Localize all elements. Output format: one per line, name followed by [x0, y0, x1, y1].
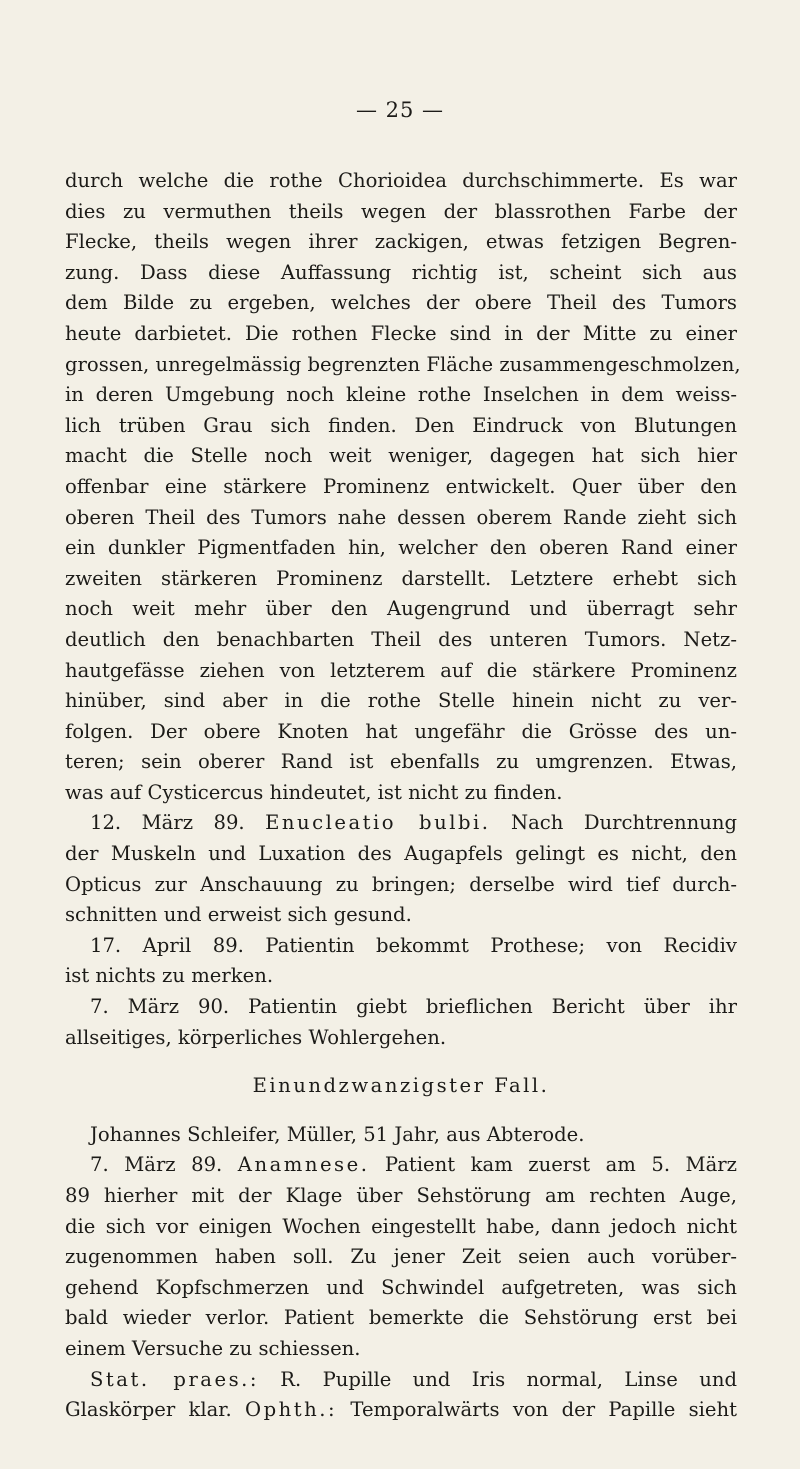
- paragraph-anamnesis: [65, 1150, 737, 1364]
- text-line: zung. Dass diese Auffassung richtig ist, scheint sich aus: [65, 260, 737, 284]
- text-line: oberen Theil des Tumors nahe dessen oberem Rande zieht sich: [65, 505, 737, 529]
- text-line: hautgefässe ziehen von letzterem auf die stärkere Prominenz: [65, 658, 737, 682]
- text-line: [65, 808, 737, 839]
- text-line: durch welche die rothe Chorioidea durchschimmerte. Es war: [65, 169, 737, 192]
- text-line: zweiten stärkeren Prominenz darstellt. Letztere erhebt sich: [65, 566, 737, 590]
- text-fragment: Patient kam zuerst am 5. März: [384, 1153, 737, 1177]
- text-line: Flecke, theils wegen ihrer zackigen, etwas fetzigen Begren-: [65, 230, 737, 254]
- text-line: gehend Kopfschmerzen und Schwindel aufgetreten, was sich: [65, 1275, 737, 1299]
- text-line: schnitten und erweist sich gesund.: [65, 903, 412, 927]
- text-fragment: Nach Durchtrennung: [510, 811, 737, 835]
- paragraph-patient: [65, 1120, 737, 1151]
- text-line: 89 hierher mit der Klage über Sehstörung am rechten Auge,: [65, 1184, 737, 1207]
- text-line: teren; sein oberer Rand ist ebenfalls zu umgrenzen. Etwas,: [65, 750, 737, 774]
- text-line: heute darbietet. Die rothen Flecke sind in der Mitte zu einer: [65, 321, 737, 345]
- text-line: [65, 1150, 737, 1181]
- text-line: folgen. Der obere Knoten hat ungefähr die Grösse des un-: [65, 719, 737, 743]
- text-line: [65, 1365, 737, 1396]
- paragraph-tumor-description: [65, 166, 741, 808]
- text-fragment: R. Pupille und Iris normal, Linse und: [280, 1367, 737, 1391]
- text-line: macht die Stelle noch weit weniger, dagegen hat sich hier: [65, 444, 737, 468]
- text-line: was auf Cysticercus hindeutet, ist nicht zu finden.: [65, 780, 563, 804]
- text-fragment: Temporalwärts von der Papille sieht: [350, 1398, 737, 1422]
- text-fragment: Glaskörper klar.: [65, 1398, 232, 1422]
- text-line: in deren Umgebung noch kleine rothe Inselchen in dem weiss-: [65, 383, 737, 407]
- text-line: die sich vor einigen Wochen eingestellt habe, dann jedoch nicht: [65, 1214, 737, 1238]
- text-line: Johannes Schleifer, Müller, 51 Jahr, aus Abterode.: [90, 1122, 585, 1146]
- text-line: bald wieder verlor. Patient bemerkte die Sehstörung erst bei: [65, 1306, 737, 1330]
- text-line: Opticus zur Anschauung zu bringen; derselbe wird tief durch-: [65, 872, 737, 896]
- text-line: allseitiges, körperliches Wohlergehen.: [65, 1025, 447, 1049]
- spaced-term: Enucleatio bulbi.: [265, 811, 491, 835]
- page-number: — 25 —: [355, 98, 445, 122]
- spaced-term: Ophth.:: [245, 1398, 338, 1422]
- spaced-term: Stat. praes.:: [90, 1367, 259, 1391]
- entry-date: 7. März 89.: [90, 1153, 223, 1177]
- entry-date: 12. März 89.: [90, 811, 245, 835]
- text-line: lich trüben Grau sich finden. Den Eindruck von Blutungen: [65, 413, 737, 437]
- text-line: 17. April 89. Patientin bekommt Prothese; von Recidiv: [90, 933, 737, 957]
- text-line: grossen, unregelmässig begrenzten Fläche zusammengeschmolzen,: [65, 352, 741, 376]
- paragraph-report: [65, 992, 737, 1053]
- text-line: noch weit mehr über den Augengrund und überragt sehr: [65, 597, 737, 621]
- text-line: deutlich den benachbarten Theil des unteren Tumors. Netz-: [65, 627, 737, 651]
- paragraph-enucleation: [65, 808, 737, 930]
- text-line: 7. März 90. Patientin giebt brieflichen Bericht über ihr: [90, 995, 737, 1019]
- text-line: zugenommen haben soll. Zu jener Zeit seien auch vorüber-: [65, 1245, 737, 1269]
- text-line: hinüber, sind aber in die rothe Stelle hinein nicht zu ver-: [65, 689, 737, 713]
- text-line: der Muskeln und Luxation des Augapfels gelingt es nicht, den: [65, 842, 737, 866]
- paragraph-status: [65, 1365, 737, 1426]
- text-line: [65, 1395, 737, 1426]
- text-line: ist nichts zu merken.: [65, 964, 274, 988]
- spaced-term: Anamnese.: [237, 1153, 370, 1177]
- paragraph-prosthesis: [65, 931, 737, 992]
- text-line: offenbar eine stärkere Prominenz entwickelt. Quer über den: [65, 474, 737, 498]
- body-text: [65, 166, 741, 1426]
- section-heading: Einundzwanzigster Fall.: [252, 1074, 550, 1098]
- text-line: einem Versuche zu schiessen.: [65, 1336, 361, 1360]
- text-line: ein dunkler Pigmentfaden hin, welcher den oberen Rand einer: [65, 536, 737, 560]
- text-line: dies zu vermuthen theils wegen der blassrothen Farbe der: [65, 199, 737, 223]
- text-line: dem Bilde zu ergeben, welches der obere Theil des Tumors: [65, 291, 737, 315]
